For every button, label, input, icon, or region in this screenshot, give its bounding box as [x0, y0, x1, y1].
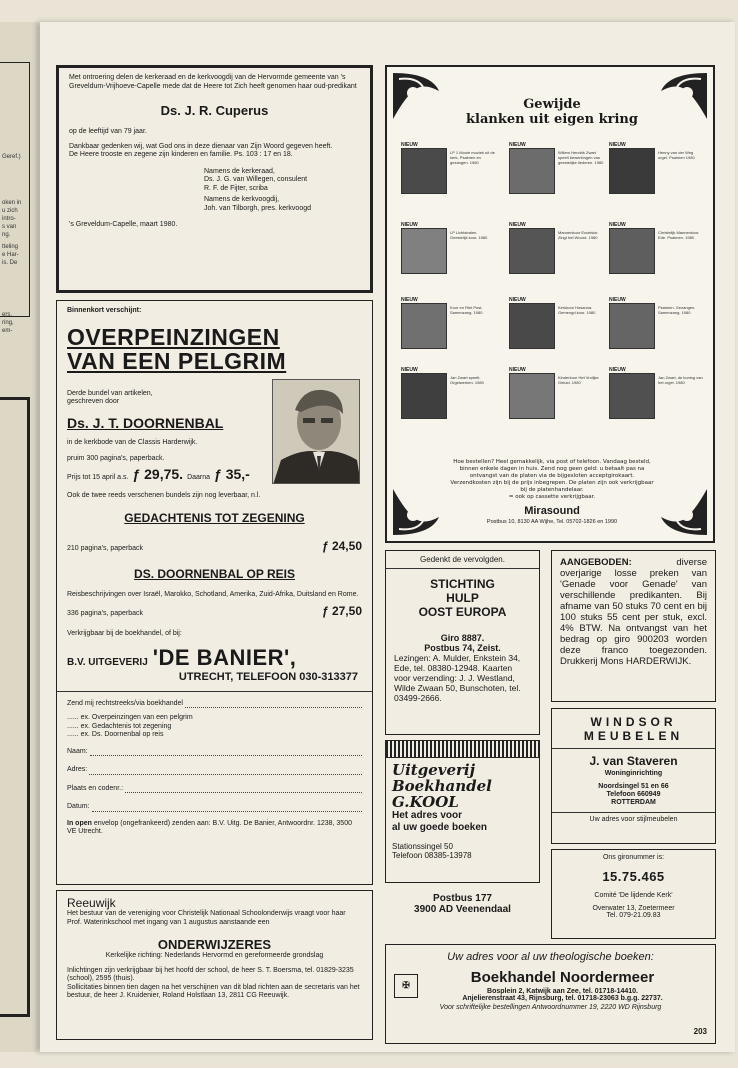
- ornament-corner-icon: [659, 487, 709, 537]
- album-description: Koor en Riet Post. Samenzang. 1980: [450, 305, 483, 315]
- giro-phone: Tel. 079-21.09.83: [606, 912, 661, 919]
- kool-slogan-line1: Het adres voor: [392, 810, 463, 821]
- order-form-send-field[interactable]: [185, 701, 362, 708]
- mirasound-title: [447, 97, 657, 127]
- new-badge: NIEUW: [609, 367, 626, 373]
- ordering-info: [447, 459, 657, 501]
- page-number: 203: [693, 1027, 707, 1036]
- giro-label: Ons gironummer is:: [602, 854, 665, 861]
- other-books-note: Ook de twee reeds verschenen bundels zijn nog leverbaar, n.l.: [67, 492, 261, 499]
- job-intro: Het bestuur van de vereniging voor Christelijk Nationaal Schoolonderwijs vraagt voor haar Prof. Waterinkschool met ingang van 1 augustus aanstaande een: [67, 910, 346, 926]
- noordermeer-logo-icon: ✠: [394, 974, 418, 998]
- newspaper-page: [40, 22, 735, 1052]
- new-badge: NIEUW: [509, 222, 526, 228]
- new-badge: NIEUW: [509, 297, 526, 303]
- album-description: Mannenkoor Excelsior. Zingt het Woord. 1980: [558, 230, 599, 240]
- order-form-city-label: Plaats en codenr.:: [67, 784, 124, 792]
- new-badge: NIEUW: [401, 367, 418, 373]
- windsor-address-line: Telefoon 660949: [606, 791, 661, 798]
- prev-snippet: is. De: [2, 260, 18, 266]
- windsor-owner: J. van Staveren: [589, 754, 678, 768]
- publisher-name: 'DE BANIER',: [152, 644, 297, 670]
- noordermeer-bookshop-advertisement: [385, 944, 716, 1044]
- ornament-corner-icon: [659, 71, 709, 121]
- obituary-place-date: 's Greveldum-Capelle, maart 1980.: [69, 221, 178, 228]
- prev-snippet: s van: [2, 224, 17, 230]
- sermons-offer-advertisement: [551, 550, 716, 702]
- stichting-advertisement: [385, 550, 540, 735]
- job-apply: Sollicitaties binnen tien dagen na het verschijnen van dit blad richten aan de secretaris van het bestuur, de heer J. Kruidenier, Roland Holstlaan 13, 2811 CG Reeuwijk.: [67, 983, 360, 999]
- stichting-name-line: HULP: [446, 590, 479, 605]
- product-item[interactable]: [509, 142, 604, 194]
- kool-line2: Boekhandel: [392, 777, 492, 795]
- prev-page-ad-box: [0, 397, 30, 1017]
- book2-pages: 210 pagina's, paperback: [67, 544, 144, 552]
- book-source: in de kerkbode van de Classis Harderwijk.: [67, 438, 198, 446]
- album-description: Psalmen. Gezangen. Samenzang. 1980: [658, 305, 696, 315]
- windsor-title2: MEUBELEN: [583, 729, 684, 743]
- cassette-note: = ook op cassette verkrijgbaar.: [508, 494, 596, 500]
- price-after-label: Daarna: [187, 473, 211, 481]
- windsor-address-line: Noordsingel 51 en 66: [598, 783, 669, 790]
- book3-title: DS. DOORNENBAL OP REIS: [134, 567, 295, 581]
- album-description: Henny van der Weg orgel. Psalmen 1980: [658, 150, 695, 160]
- signatory-line: Ds. J. G. van Willegen, consulent: [204, 176, 308, 183]
- order-form-item[interactable]: ...... ex. Gedachtenis tot zegening: [67, 722, 172, 730]
- noordermeer-tagline: Uw adres voor al uw theologische boeken:: [447, 951, 654, 963]
- signatory-line: R. F. de Fijter, scriba: [204, 184, 268, 192]
- order-form-send-label: Zend mij rechtstreeks/via boekhandel: [67, 699, 183, 707]
- product-item[interactable]: [401, 367, 496, 419]
- deceased-name: Ds. J. R. Cuperus: [160, 103, 269, 118]
- stichting-name-line: OOST EUROPA: [418, 604, 507, 619]
- signatory-line: Namens de kerkeraad,: [204, 167, 275, 175]
- ornament-corner-icon: [391, 71, 441, 121]
- new-badge: NIEUW: [609, 297, 626, 303]
- kool-bookshop-advertisement: [385, 740, 540, 925]
- order-form-city-field[interactable]: [125, 786, 362, 793]
- mirasound-title-line1: Gewijde: [523, 97, 581, 112]
- album-description: Jan Zwart speelt. Orgelwerken. 1980: [450, 375, 484, 385]
- album-cover-image: [401, 303, 447, 349]
- album-description: Christelijk Mannenkoor Ede. Psalmen. 1980: [658, 230, 699, 240]
- shipping-info: Verzendkosten zijn bij de prijs inbegrepen. De platen zijn ook verkrijgbaar bij de platenhandelaar.: [450, 480, 654, 493]
- book-description: geschreven door: [67, 398, 120, 405]
- publisher-city-phone: UTRECHT, TELEFOON 030-313377: [178, 670, 358, 683]
- prev-snippet: u zich: [2, 208, 18, 214]
- prev-snippet: oken in: [2, 200, 22, 206]
- order-form-date-label: Datum:: [67, 803, 90, 810]
- giro-advertisement: [551, 849, 716, 939]
- price-value: ƒ 29,75.: [132, 465, 184, 482]
- order-form-send-line: [67, 700, 362, 709]
- windsor-furniture-advertisement: [551, 708, 716, 844]
- book3-description: Reisbeschrijvingen over Israël, Marokko, Schotland, Amerika, Zuid-Afrika, Duitsland en Rome.: [67, 591, 359, 598]
- book-title-line1: OVERPEINZINGEN: [67, 323, 280, 350]
- kool-line3: G.KOOL: [392, 793, 459, 811]
- price-label: Prijs tot 15 april a.s.: [67, 473, 129, 481]
- order-form-name-field[interactable]: [90, 749, 362, 756]
- product-item[interactable]: [509, 367, 604, 419]
- album-cover-image: [401, 148, 447, 194]
- windsor-tagline: Uw adres voor stijlmeubelen: [589, 816, 678, 823]
- album-cover-image: [401, 373, 447, 419]
- mirasound-title-line2: klanken uit eigen kring: [466, 112, 638, 127]
- prev-snippet: ring,: [2, 320, 14, 326]
- album-cover-image: [401, 228, 447, 274]
- ornament-corner-icon: [391, 487, 441, 537]
- job-church-affiliation: Kerkelijke richting: Nederlands Hervormd en gereformeerde grondslag: [105, 952, 324, 959]
- album-cover-image: [509, 373, 555, 419]
- mirasound-address: Postbus 10, 8130 AA Wijhe, Tel. 05702-1826 en 1990: [486, 519, 618, 525]
- album-cover-image: [609, 148, 655, 194]
- album-cover-image: [609, 373, 655, 419]
- noordermeer-address2: Anjelierenstraat 43, Rijnsburg, tel. 01718-23063 b.g.g. 22737.: [462, 995, 663, 1002]
- album-cover-image: [509, 228, 555, 274]
- new-badge: NIEUW: [401, 222, 418, 228]
- obituary-notice: [56, 65, 373, 293]
- noordermeer-note: Voor schriftelijke bestellingen Antwoordnummer 19, 2220 WD Rijnsburg: [439, 1004, 662, 1011]
- job-location: Reeuwijk: [67, 896, 116, 910]
- ordering-instructions: Hoe bestellen? Heel gemakkelijk, via post of telefoon. Vandaag besteld, binnen enkele dagen in huis. Zend nog geen geld: u betaalt pas na ontvangst van de platen via de bijgesloten acceptgirokaart.: [453, 459, 651, 479]
- book-title-line2: VAN EEN PELGRIM: [67, 347, 287, 374]
- kool-postbus: Postbus 177: [433, 893, 492, 904]
- availability-note: Verkrijgbaar bij de boekhandel, of bij:: [67, 630, 182, 637]
- obituary-age: op de leeftijd van 79 jaar.: [69, 128, 147, 135]
- product-item[interactable]: [609, 142, 704, 194]
- prev-snippet: e Har-: [2, 252, 19, 258]
- signatory-line: Namens de kerkvoogdij,: [204, 196, 280, 203]
- publisher-prefix: B.V. UITGEVERIJ: [67, 656, 148, 668]
- album-description: Kerkkoor Hosanna. Gemengd koor. 1980: [558, 305, 596, 315]
- album-cover-image: [509, 303, 555, 349]
- product-item[interactable]: [609, 297, 704, 349]
- prev-snippet: tteling: [2, 244, 19, 250]
- prev-snippet: intro-: [2, 216, 16, 222]
- product-item[interactable]: [609, 222, 704, 274]
- new-badge: NIEUW: [509, 142, 526, 148]
- book2-price: ƒ 24,50: [321, 538, 362, 553]
- obituary-comfort: De Heere trooste en zegene zijn kinderen en familie. Ps. 103 : 17 en 18.: [69, 151, 293, 158]
- prev-snippet: Geref.): [2, 154, 21, 160]
- book3-price: ƒ 27,50: [321, 603, 362, 618]
- kool-phone: Telefoon 08385-13978: [392, 851, 472, 860]
- prev-snippet: ng.: [2, 232, 11, 238]
- product-item[interactable]: [401, 297, 496, 349]
- product-item[interactable]: [609, 367, 704, 419]
- prev-page-box: [0, 62, 30, 317]
- noordermeer-name: Boekhandel Noordermeer: [470, 969, 655, 986]
- job-info: Inlichtingen zijn verkrijgbaar bij het hoofd der school, de heer S. T. Boersma, tel. 01829-3235 (school), 2595 (thuis).: [67, 966, 354, 982]
- coming-soon-label: Binnenkort verschijnt:: [67, 307, 142, 314]
- signatory-line: Joh. van Tilborgh, pres. kerkvoogd: [204, 204, 312, 212]
- album-description: LP Lichtstralen. Geestelijk koor. 1980: [450, 230, 488, 240]
- order-form-item[interactable]: ...... ex. Overpeinzingen van een pelgrim: [67, 714, 193, 721]
- giro-address: Overwater 13, Zoetermeer: [592, 905, 675, 912]
- album-cover-image: [609, 228, 655, 274]
- new-badge: NIEUW: [509, 367, 526, 373]
- author-portrait-image: [273, 380, 360, 484]
- book2-title: GEDACHTENIS TOT ZEGENING: [124, 510, 305, 525]
- author-portrait: [272, 379, 360, 484]
- order-form-address-label: Adres:: [67, 766, 88, 773]
- windsor-title1: WINDSOR: [590, 715, 677, 729]
- mirasound-brand: Mirasound: [524, 505, 580, 517]
- obituary-intro: Met ontroering delen de kerkeraad en de kerkvoogdij van de Hervormde gemeente van 's Greveldum-Vrijhoeve-Capelle mede dat de Heere tot Zich heeft genomen haar oud-predikant: [69, 74, 357, 90]
- new-badge: NIEUW: [609, 142, 626, 148]
- prev-snippet: em-: [2, 328, 13, 334]
- job-title: ONDERWIJZERES: [157, 937, 272, 952]
- giro-organization: Comité 'De lijdende Kerk': [594, 892, 673, 899]
- windsor-subtitle: Woninginrichting: [604, 770, 663, 777]
- album-cover-image: [509, 148, 555, 194]
- stichting-name-line: STICHTING: [430, 576, 495, 591]
- kool-address: Stationssingel 50: [392, 842, 453, 851]
- album-description: LP 1 Mooie muziek uit de kerk, Psalmen en gezangen. 1980: [450, 150, 495, 165]
- offer-label: AANGEBODEN:: [560, 557, 632, 568]
- order-form-name-label: Naam:: [67, 747, 88, 755]
- album-description: Willem Hendrik Zwart speelt bewerkingen van geestelijke liederen. 1980: [558, 150, 604, 165]
- album-description: Kinderkoor Het Vrolijke Geluid. 1980: [558, 375, 599, 385]
- previous-page-edge: [0, 22, 38, 1052]
- envelope-note-bold: In open: [67, 819, 92, 827]
- new-badge: NIEUW: [609, 222, 626, 228]
- stichting-giro: Giro 8887.: [440, 632, 485, 643]
- new-badge: NIEUW: [401, 297, 418, 303]
- job-advertisement: [56, 890, 373, 1040]
- noordermeer-address1: Bosplein 2, Katwijk aan Zee, tel. 01718-14410.: [487, 988, 638, 995]
- order-form-address-field[interactable]: [89, 768, 362, 775]
- stichting-header: Gedenkt de vervolgden.: [386, 556, 539, 569]
- offer-text: diverse overjarige losse preken van 'Genade voor Genade' van verschillende predikanten. Bij afname van 50 stuks 70 cent en bij 100 stuks 55 cent per stuk, excl. 4% BTW. Na ontvangst van het bedrag op giro 900203 worden deze franco toegezonden. Drukkerij Mons HARDERWIJK.: [560, 557, 707, 667]
- mirasound-advertisement: [385, 65, 715, 543]
- order-form-item[interactable]: ...... ex. Ds. Doornenbal op reis: [67, 731, 164, 738]
- prev-snippet: ers.: [2, 312, 13, 318]
- album-cover-image: [609, 303, 655, 349]
- order-form-date-field[interactable]: [92, 805, 362, 812]
- product-item[interactable]: [401, 142, 496, 194]
- kool-line1: Uitgeverij: [392, 761, 476, 779]
- envelope-note: envelop (ongefrankeerd) zenden aan: B.V. Uitg. De Banier, Antwoordnr. 1238, 3500 VE Utrecht.: [67, 819, 352, 835]
- kool-slogan-line2: al uw goede boeken: [392, 822, 488, 833]
- album-description: Jan Zwart, de koning van het orgel. 1980: [658, 375, 703, 385]
- stichting-details: Lezingen: A. Mulder, Enkstein 34, Ede, tel. 08380-12948. Kaarten voor verzending: J. J. Westland, Wilde Zwaan 50, Bunschoten, tel. 03499-2666.: [394, 652, 521, 703]
- product-item[interactable]: [509, 222, 604, 274]
- price-after-value: ƒ 35,-: [214, 465, 250, 482]
- book3-pages: 336 pagina's, paperback: [67, 609, 144, 617]
- book-advertisement: [56, 300, 373, 885]
- obituary-thanks: Dankbaar gedenken wij, wat God ons in deze dienaar van Zijn Woord gegeven heeft.: [69, 142, 333, 150]
- book-description: Derde bundel van artikelen,: [67, 389, 153, 397]
- kool-city: 3900 AD Veenendaal: [414, 904, 511, 915]
- product-item[interactable]: [509, 297, 604, 349]
- book-format: pruim 300 pagina's, paperback.: [67, 455, 165, 462]
- windsor-address-line: ROTTERDAM: [611, 799, 656, 806]
- new-badge: NIEUW: [401, 142, 418, 148]
- product-item[interactable]: [401, 222, 496, 274]
- giro-number: 15.75.465: [602, 869, 665, 884]
- stichting-postbus: Postbus 74, Zeist.: [424, 642, 501, 653]
- author-name: Ds. J. T. DOORNENBAL: [67, 414, 224, 431]
